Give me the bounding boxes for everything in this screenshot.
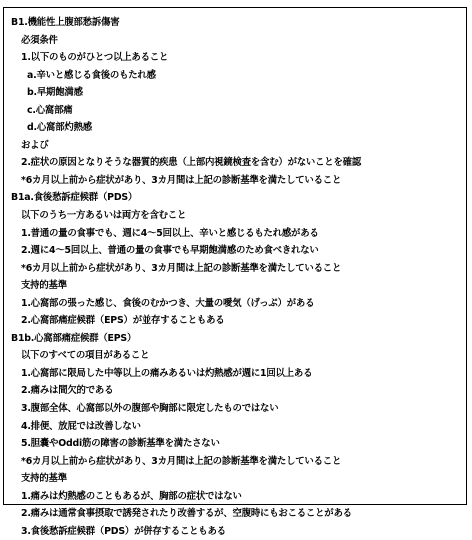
criteria-line: 3.腹部全体、心窩部以外の腹部や胸部に限定したものではない (21, 403, 279, 415)
criteria-line: a.辛いと感じる食後のもたれ感 (27, 69, 156, 81)
criteria-line: c.心窩部痛 (27, 104, 73, 116)
criteria-line: 2.心窩部痛症候群（EPS）が並存することもある (21, 315, 225, 327)
criteria-line: 1.心窩部に限局した中等以上の痛みあるいは灼熱感が週に1回以上ある (21, 367, 313, 379)
criteria-line: d.心窩部灼熱感 (27, 122, 92, 134)
criteria-line: 1.痛みは灼熱感のこともあるが、胸部の症状ではない (21, 490, 242, 502)
criteria-box (3, 7, 467, 537)
criteria-line: 5.胆嚢やOddi筋の障害の診断基準を満たさない (21, 438, 220, 450)
criteria-line: 4.排便、放屁では改善しない (21, 420, 141, 432)
criteria-line: 以下のうち一方あるいは両方を含むこと (21, 210, 187, 222)
criteria-line: 2.痛みは間欠的である (21, 385, 114, 397)
criteria-line: B1a.食後愁訴症候群（PDS） (11, 192, 138, 204)
criteria-line: *6カ月以上前から症状があり、3カ月間は上記の診断基準を満たしていること (21, 174, 342, 186)
criteria-line: 2.痛みは通常食事摂取で誘発されたり改善するが、空腹時にもおこることがある (21, 508, 352, 520)
criteria-line: 支持的基準 (21, 280, 67, 292)
criteria-line: 支持的基準 (21, 473, 67, 485)
criteria-text (11, 14, 464, 540)
criteria-line: 2.週に4～5回以上、普通の量の食事でも早期飽満感のため食べきれない (21, 245, 319, 257)
criteria-line: 以下のすべての項目があること (21, 350, 150, 362)
criteria-line: 1.心窩部の張った感じ、食後のむかつき、大量の噯気（げっぷ）がある (21, 297, 315, 309)
criteria-line: 1.普通の量の食事でも、週に4～5回以上、辛いと感じるもたれ感がある (21, 227, 319, 239)
criteria-line: 3.食後愁訴症候群（PDS）が併存することもある (21, 525, 226, 537)
criteria-line: B1b.心窩部痛症候群（EPS） (11, 332, 137, 344)
criteria-line: *6カ月以上前から症状があり、3カ月間は上記の診断基準を満たしていること (21, 455, 342, 467)
criteria-line: および (21, 139, 49, 151)
criteria-line: b.早期飽満感 (27, 87, 83, 99)
criteria-line: 2.症状の原因となりそうな器質的疾患（上部内視鏡検査を含む）がないことを確認 (21, 157, 361, 169)
criteria-line: *6カ月以上前から症状があり、3カ月間は上記の診断基準を満たしていること (21, 262, 342, 274)
criteria-line: B1.機能性上腹部愁訴傷害 (11, 17, 120, 28)
criteria-line: 1.以下のものがひとつ以上あること (21, 52, 169, 64)
criteria-line: 必須条件 (21, 34, 58, 46)
